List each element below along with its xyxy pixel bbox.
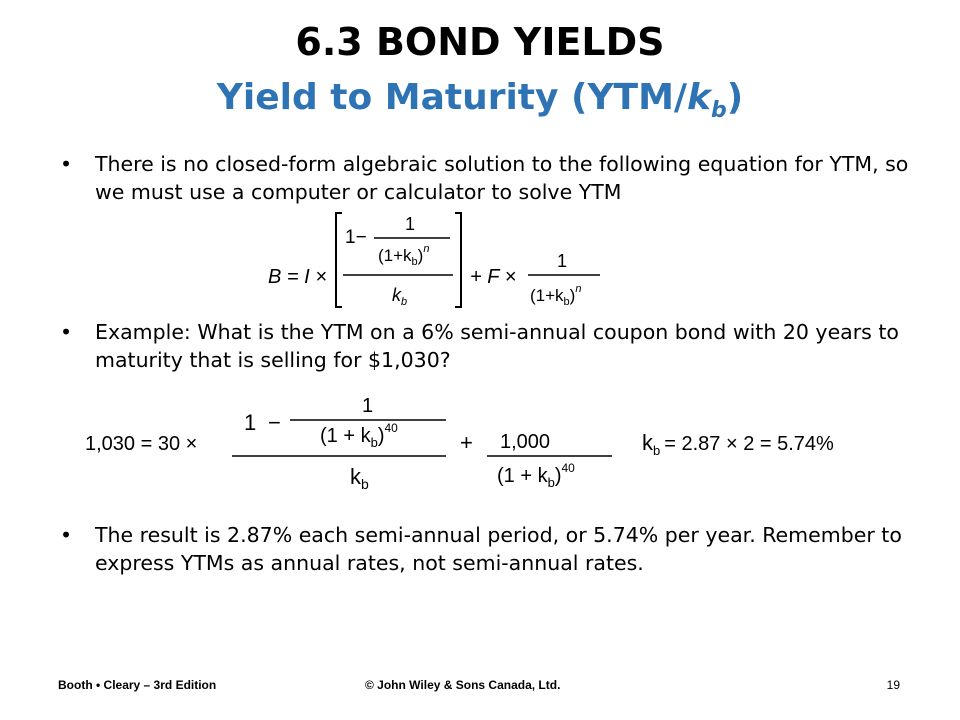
bullet-text-3: The result is 2.87% each semi-annual period, or 5.74% per year. Remember to express YTMs as annual rates, not semi-annual rates. xyxy=(95,523,902,575)
example-denominator-kb: $k_b$ xyxy=(350,464,369,492)
bullet-item-2 xyxy=(60,318,910,374)
subtitle-k-subscript: b xyxy=(711,98,727,123)
bullet-item-1 xyxy=(60,150,910,206)
example-face-value: 1,000 xyxy=(500,431,551,453)
formula-second-numerator: 1 xyxy=(557,251,568,271)
bullet-item-3 xyxy=(60,521,910,577)
example-second-denominator: $(1 + k_b)^{40}$ xyxy=(497,461,575,490)
slide-subtitle xyxy=(0,76,960,124)
example-lhs: 1,030 = 30 × xyxy=(85,433,198,455)
footer-copyright: © John Wiley & Sons Canada, Ltd. xyxy=(365,678,561,692)
example-minus: − xyxy=(268,410,281,435)
bullet-text-2: Example: What is the YTM on a 6% semi-annual coupon bond with 20 years to maturity that is selling for $1,030? xyxy=(95,320,899,372)
example-one: 1 xyxy=(244,410,257,435)
formula-one-minus: 1− xyxy=(345,227,367,248)
left-bracket xyxy=(336,213,342,307)
slide-title: 6.3 BOND YIELDS xyxy=(295,20,665,64)
bullet-dot: • xyxy=(60,523,73,547)
ytm-formula xyxy=(0,205,960,315)
example-numerator-one: 1 xyxy=(362,395,374,417)
right-bracket xyxy=(455,213,461,307)
formula-second-denominator: $(1+k_b)^n$ xyxy=(530,283,582,308)
formula-lhs: B = I × xyxy=(268,266,327,288)
formula-denominator-kb: $k_b$ xyxy=(392,285,408,308)
example-discount: $(1 + k_b)^{40}$ xyxy=(320,421,398,450)
example-plus: + xyxy=(460,430,473,455)
subtitle-text: Yield to Maturity (YTM/ xyxy=(216,77,688,118)
formula-numerator-one: 1 xyxy=(405,214,416,234)
bullet-dot: • xyxy=(60,320,73,344)
footer-authors: Booth • Cleary – 3rd Edition xyxy=(58,678,217,692)
bullet-dot: • xyxy=(60,152,73,176)
subtitle-k: k xyxy=(687,77,711,118)
page-number: 19 xyxy=(886,678,900,692)
example-formula xyxy=(0,390,960,500)
example-result: $k_b = 2.87 \times 2 = 5.74\%$ xyxy=(642,430,834,458)
subtitle-close: ) xyxy=(726,77,744,118)
formula-plus-f: + F × xyxy=(470,266,517,288)
bullet-text-1: There is no closed-form algebraic solution to the following equation for YTM, so we must use a computer or calculator to solve YTM xyxy=(95,152,909,204)
formula-discount: $(1+k_b)^n$ xyxy=(378,243,430,268)
